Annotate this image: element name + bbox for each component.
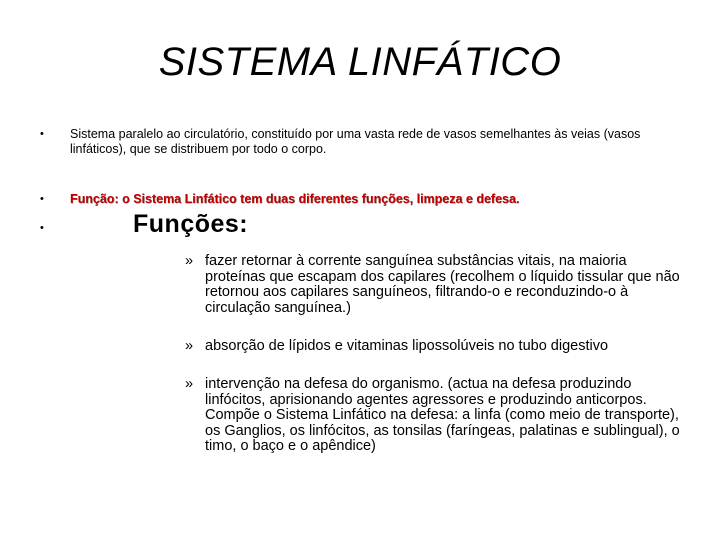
function-item-text: absorção de lípidos e vitaminas lipossolúveis no tubo digestivo <box>205 338 609 354</box>
function-item-text: fazer retornar à corrente sanguínea substâncias vitais, na maioria proteínas que escapam dos capilares (recolhem o líquido tissular que não retornou aos capilares sanguíneos, filtrando-o e reconduzindo-o à circulação sanguínea.) <box>205 253 680 316</box>
functions-heading: Funções: <box>133 210 249 238</box>
intro-paragraph: Sistema paralelo ao circulatório, constituído por uma vasta rede de vasos semelhantes às veias (vasos linfáticos), que se distribuem por todo o corpo. <box>70 127 641 156</box>
sub-bullet-marker: » <box>185 376 194 392</box>
sub-bullet-marker: » <box>185 338 194 354</box>
function-item-text: intervenção na defesa do organismo. (actua na defesa produzindo linfócitos, aprisionando agentes agressores e produzindo anticorpos. Compõe o Sistema Linfático na defesa: a linfa (como meio de transporte), os Ganglios, os linfócitos, as tonsilas (faríngeas, palatinas e sublingual), o timo, o baço e o apêndice) <box>205 376 680 454</box>
bullet-marker: • <box>40 222 44 234</box>
bullet-marker: • <box>40 193 44 205</box>
function-item <box>185 377 685 455</box>
page-title: SISTEMA LINFÁTICO <box>158 40 562 84</box>
function-item <box>185 254 685 316</box>
function-item <box>185 339 685 355</box>
sub-bullet-marker: » <box>185 253 194 269</box>
function-summary: Função: o Sistema Linfático tem duas diferentes funções, limpeza e defesa. <box>70 192 520 206</box>
bullet-marker: • <box>40 128 44 140</box>
